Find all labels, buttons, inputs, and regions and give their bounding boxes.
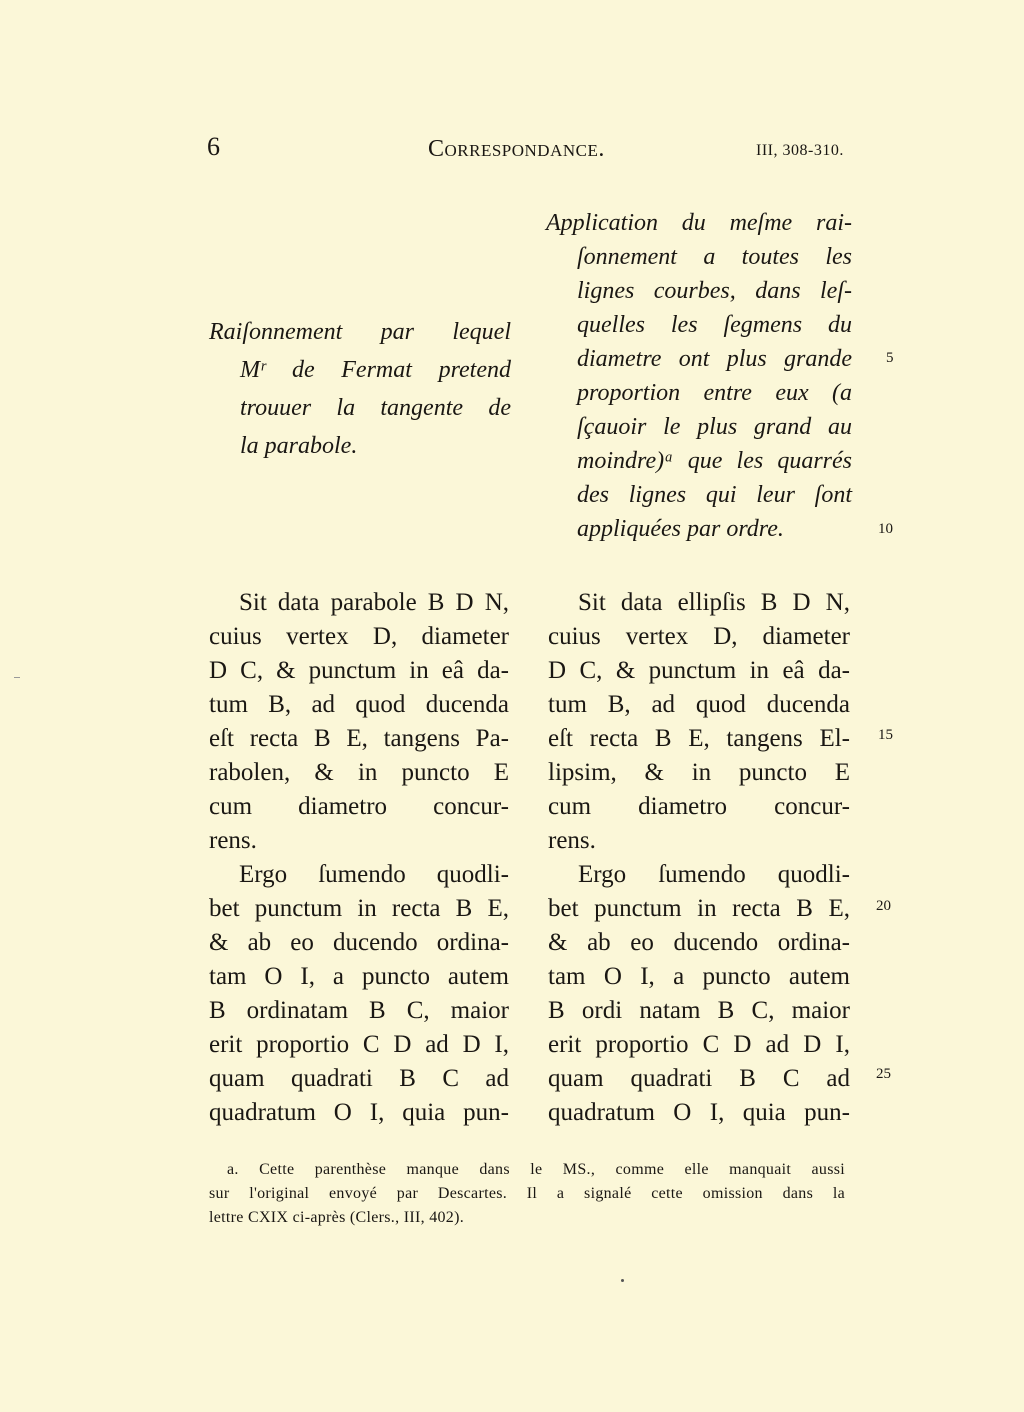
heading-line: trouuer la tangente de	[240, 395, 511, 421]
text-line: quam quadrati B C ad	[548, 1065, 850, 1092]
text-line: B ordinatam B C, maior	[209, 997, 509, 1024]
page-number: 6	[207, 132, 220, 161]
text-line: cuius vertex D, diameter	[209, 623, 509, 650]
text-line: eſt recta B E, tangens El-	[548, 725, 850, 752]
text-line: cum diametro concur-	[209, 793, 509, 820]
text-line: rens.	[209, 827, 257, 854]
heading-line: lignes courbes, dans leſ-	[577, 278, 852, 304]
line-number: 15	[878, 727, 893, 743]
heading-line: ſonnement a toutes les	[577, 244, 852, 270]
heading-line: moindre)ᵃ que les quarrés	[577, 448, 852, 474]
footnote	[209, 1158, 845, 1230]
heading-line: proportion entre eux (a	[577, 380, 852, 406]
line-number: 25	[876, 1066, 891, 1082]
footnote-line: lettre CXIX ci-après (Clers., III, 402).	[209, 1209, 465, 1226]
text-line: tam O I, a puncto autem	[209, 963, 509, 990]
text-line: rens.	[548, 827, 596, 854]
text-line: D C, & punctum in eâ da-	[209, 657, 509, 684]
text-line: erit proportio C D ad D I,	[548, 1031, 850, 1058]
text-line: tum B, ad quod ducenda	[548, 691, 850, 718]
text-line: bet punctum in recta B E,	[209, 895, 509, 922]
text-line: tam O I, a puncto autem	[548, 963, 850, 990]
text-line: quam quadrati B C ad	[209, 1065, 509, 1092]
heading-line: appliquées par ordre.	[577, 516, 784, 542]
text-line: quadratum O I, quia pun-	[548, 1099, 850, 1126]
right-text-column	[548, 586, 850, 1130]
footnote-line: sur l'original envoyé par Descartes. Il a signalé cette omission dans la	[209, 1185, 845, 1202]
left-text-column	[209, 586, 509, 1130]
text-line: Ergo ſumendo quodli-	[578, 861, 850, 888]
line-number: 10	[878, 521, 893, 537]
ink-speck	[621, 1279, 624, 1282]
text-line: quadratum O I, quia pun-	[209, 1099, 509, 1126]
text-line: cum diametro concur-	[548, 793, 850, 820]
heading-line: Application du meſme rai-	[546, 210, 852, 236]
heading-line: Mʳ de Fermat pretend	[240, 357, 511, 383]
volume-reference: III, 308-310.	[756, 142, 844, 159]
text-line: & ab eo ducendo ordina-	[209, 929, 509, 956]
text-line: D C, & punctum in eâ da-	[548, 657, 850, 684]
footnote-line: a. Cette parenthèse manque dans le MS., comme elle manquait aussi	[227, 1161, 845, 1178]
text-line: tum B, ad quod ducenda	[209, 691, 509, 718]
text-line: Sit data parabole B D N,	[239, 589, 509, 616]
text-line: cuius vertex D, diameter	[548, 623, 850, 650]
heading-line: quelles les ſegmens du	[577, 312, 852, 338]
heading-line: des lignes qui leur ſont	[577, 482, 852, 508]
text-line: lipsim, & in puncto E	[548, 759, 850, 786]
heading-line: la parabole.	[240, 433, 358, 459]
text-line: Ergo ſumendo quodli-	[239, 861, 509, 888]
text-line: Sit data ellipſis B D N,	[578, 589, 850, 616]
running-title: Correspondance.	[428, 136, 605, 162]
margin-mark	[14, 677, 20, 678]
text-line: & ab eo ducendo ordina-	[548, 929, 850, 956]
text-line: bet punctum in recta B E,	[548, 895, 850, 922]
text-line: eſt recta B E, tangens Pa-	[209, 725, 509, 752]
text-line: rabolen, & in puncto E	[209, 759, 509, 786]
text-line: B ordi natam B C, maior	[548, 997, 850, 1024]
line-number: 5	[886, 350, 894, 366]
heading-line: Raiſonnement par lequel	[209, 319, 511, 345]
line-number: 20	[876, 898, 891, 914]
heading-line: ſçauoir le plus grand au	[577, 414, 852, 440]
heading-line: diametre ont plus grande	[577, 346, 852, 372]
text-line: erit proportio C D ad D I,	[209, 1031, 509, 1058]
left-marginal-heading	[209, 313, 511, 465]
right-marginal-heading	[546, 206, 852, 546]
